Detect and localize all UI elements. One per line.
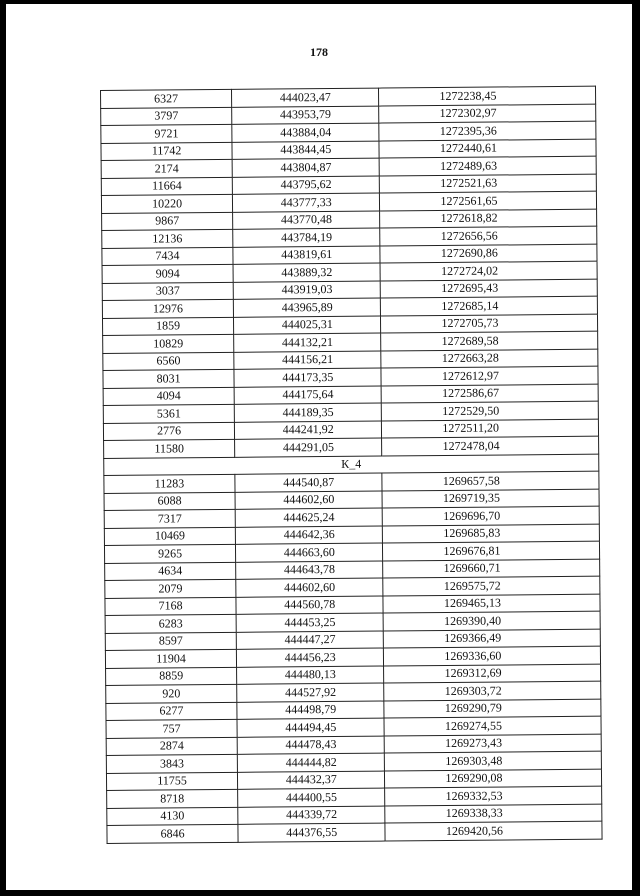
section-label: К_4 bbox=[104, 454, 599, 476]
point-number-cell: 6846 bbox=[107, 824, 238, 843]
y-coordinate-cell: 1269696,70 bbox=[383, 506, 600, 525]
x-coordinate-cell: 444480,13 bbox=[237, 666, 384, 685]
y-coordinate-cell: 1269303,48 bbox=[385, 751, 602, 770]
y-coordinate-cell: 1269719,35 bbox=[382, 489, 599, 508]
point-number-cell: 10469 bbox=[104, 527, 235, 546]
point-number-cell: 8031 bbox=[103, 369, 234, 388]
x-coordinate-cell: 444339,72 bbox=[238, 806, 385, 825]
point-number-cell: 2874 bbox=[106, 737, 237, 756]
x-coordinate-cell: 444023,47 bbox=[232, 88, 379, 107]
y-coordinate-cell: 1272612,97 bbox=[381, 366, 598, 385]
x-coordinate-cell: 444643,78 bbox=[236, 561, 383, 580]
y-coordinate-cell: 1272529,50 bbox=[382, 401, 599, 420]
y-coordinate-cell: 1272705,73 bbox=[381, 314, 598, 333]
point-number-cell: 11580 bbox=[104, 439, 235, 458]
y-coordinate-cell: 1272586,67 bbox=[382, 384, 599, 403]
y-coordinate-cell: 1269685,83 bbox=[383, 524, 600, 543]
point-number-cell: 11904 bbox=[105, 649, 236, 668]
x-coordinate-cell: 443889,32 bbox=[233, 263, 380, 282]
point-number-cell: 6088 bbox=[104, 492, 235, 511]
y-coordinate-cell: 1269657,58 bbox=[382, 471, 599, 490]
x-coordinate-cell: 444156,21 bbox=[234, 351, 381, 370]
y-coordinate-cell: 1272690,86 bbox=[380, 244, 597, 263]
point-number-cell: 12136 bbox=[102, 229, 233, 248]
point-number-cell: 6283 bbox=[105, 614, 236, 633]
y-coordinate-cell: 1272724,02 bbox=[380, 261, 597, 280]
y-coordinate-cell: 1272663,28 bbox=[381, 349, 598, 368]
point-number-cell: 4130 bbox=[107, 807, 238, 826]
y-coordinate-cell: 1272489,63 bbox=[380, 156, 597, 175]
x-coordinate-cell: 443804,87 bbox=[232, 158, 379, 177]
x-coordinate-cell: 444241,92 bbox=[235, 421, 382, 440]
y-coordinate-cell: 1269420,56 bbox=[385, 821, 602, 840]
x-coordinate-cell: 444494,45 bbox=[237, 718, 384, 737]
y-coordinate-cell: 1272395,36 bbox=[379, 121, 596, 140]
point-number-cell: 9265 bbox=[104, 544, 235, 563]
point-number-cell: 11283 bbox=[104, 474, 235, 493]
y-coordinate-cell: 1269273,43 bbox=[385, 734, 602, 753]
y-coordinate-cell: 1272238,45 bbox=[379, 86, 596, 105]
y-coordinate-cell: 1269274,55 bbox=[384, 716, 601, 735]
y-coordinate-cell: 1272478,04 bbox=[382, 436, 599, 455]
y-coordinate-cell: 1269336,60 bbox=[384, 646, 601, 665]
x-coordinate-cell: 443819,61 bbox=[233, 246, 380, 265]
point-number-cell: 7434 bbox=[102, 247, 233, 266]
point-number-cell: 8718 bbox=[107, 789, 238, 808]
x-coordinate-cell: 444444,82 bbox=[237, 753, 384, 772]
x-coordinate-cell: 444376,55 bbox=[238, 823, 385, 842]
page-number: 178 bbox=[310, 45, 328, 59]
point-number-cell: 7317 bbox=[104, 509, 235, 528]
y-coordinate-cell: 1272618,82 bbox=[380, 209, 597, 228]
y-coordinate-cell: 1272561,65 bbox=[380, 191, 597, 210]
x-coordinate-cell: 444625,24 bbox=[235, 508, 382, 527]
x-coordinate-cell: 444602,60 bbox=[236, 578, 383, 597]
x-coordinate-cell: 444291,05 bbox=[235, 438, 382, 457]
x-coordinate-cell: 444175,64 bbox=[234, 386, 381, 405]
point-number-cell: 3037 bbox=[102, 282, 233, 301]
x-coordinate-cell: 444560,78 bbox=[236, 596, 383, 615]
y-coordinate-cell: 1269303,72 bbox=[384, 681, 601, 700]
x-coordinate-cell: 444173,35 bbox=[234, 368, 381, 387]
point-number-cell: 9867 bbox=[102, 212, 233, 231]
y-coordinate-cell: 1269366,49 bbox=[384, 629, 601, 648]
x-coordinate-cell: 443770,48 bbox=[233, 211, 380, 230]
point-number-cell: 9721 bbox=[101, 124, 232, 143]
table-row bbox=[107, 821, 602, 843]
point-number-cell: 11742 bbox=[101, 142, 232, 161]
y-coordinate-cell: 1269290,79 bbox=[384, 699, 601, 718]
y-coordinate-cell: 1272695,43 bbox=[381, 279, 598, 298]
x-coordinate-cell: 444432,37 bbox=[238, 771, 385, 790]
x-coordinate-cell: 444540,87 bbox=[235, 473, 382, 492]
y-coordinate-cell: 1269575,72 bbox=[383, 576, 600, 595]
point-number-cell: 8597 bbox=[105, 632, 236, 651]
y-coordinate-cell: 1272302,97 bbox=[379, 104, 596, 123]
y-coordinate-cell: 1269312,69 bbox=[384, 664, 601, 683]
y-coordinate-cell: 1272685,14 bbox=[381, 296, 598, 315]
point-number-cell: 6560 bbox=[103, 352, 234, 371]
point-number-cell: 5361 bbox=[103, 404, 234, 423]
point-number-cell: 6327 bbox=[101, 89, 232, 108]
x-coordinate-cell: 444025,31 bbox=[234, 316, 381, 335]
x-coordinate-cell: 443965,89 bbox=[233, 298, 380, 317]
coordinates-block-a bbox=[101, 86, 599, 458]
x-coordinate-cell: 444453,25 bbox=[236, 613, 383, 632]
y-coordinate-cell: 1269390,40 bbox=[384, 611, 601, 630]
y-coordinate-cell: 1272521,63 bbox=[380, 174, 597, 193]
y-coordinate-cell: 1269676,81 bbox=[383, 541, 600, 560]
point-number-cell: 8859 bbox=[106, 667, 237, 686]
point-number-cell: 3797 bbox=[101, 107, 232, 126]
x-coordinate-cell: 444400,55 bbox=[238, 788, 385, 807]
coordinates-table bbox=[100, 86, 603, 844]
point-number-cell: 1859 bbox=[102, 317, 233, 336]
point-number-cell: 2776 bbox=[103, 422, 234, 441]
point-number-cell: 2079 bbox=[105, 579, 236, 598]
x-coordinate-cell: 443784,19 bbox=[233, 228, 380, 247]
point-number-cell: 9094 bbox=[102, 264, 233, 283]
point-number-cell: 920 bbox=[106, 684, 237, 703]
point-number-cell: 10220 bbox=[101, 194, 232, 213]
point-number-cell: 3843 bbox=[106, 754, 237, 773]
coordinates-block-b bbox=[104, 471, 602, 843]
x-coordinate-cell: 443777,33 bbox=[233, 193, 380, 212]
x-coordinate-cell: 444447,27 bbox=[236, 631, 383, 650]
x-coordinate-cell: 444498,79 bbox=[237, 701, 384, 720]
point-number-cell: 757 bbox=[106, 719, 237, 738]
x-coordinate-cell: 444642,36 bbox=[235, 526, 382, 545]
y-coordinate-cell: 1272440,61 bbox=[379, 139, 596, 158]
point-number-cell: 4094 bbox=[103, 387, 234, 406]
point-number-cell: 2174 bbox=[101, 159, 232, 178]
point-number-cell: 10829 bbox=[103, 334, 234, 353]
x-coordinate-cell: 444602,60 bbox=[235, 491, 382, 510]
point-number-cell: 12976 bbox=[102, 299, 233, 318]
x-coordinate-cell: 443795,62 bbox=[232, 176, 379, 195]
point-number-cell: 11664 bbox=[101, 177, 232, 196]
x-coordinate-cell: 444456,23 bbox=[237, 648, 384, 667]
y-coordinate-cell: 1269290,08 bbox=[385, 769, 602, 788]
y-coordinate-cell: 1269465,13 bbox=[383, 594, 600, 613]
x-coordinate-cell: 444189,35 bbox=[234, 403, 381, 422]
y-coordinate-cell: 1272689,58 bbox=[381, 331, 598, 350]
point-number-cell: 7168 bbox=[105, 597, 236, 616]
y-coordinate-cell: 1269338,33 bbox=[385, 804, 602, 823]
x-coordinate-cell: 443953,79 bbox=[232, 106, 379, 125]
y-coordinate-cell: 1269660,71 bbox=[383, 559, 600, 578]
point-number-cell: 11755 bbox=[106, 772, 237, 791]
x-coordinate-cell: 444527,92 bbox=[237, 683, 384, 702]
y-coordinate-cell: 1269332,53 bbox=[385, 786, 602, 805]
x-coordinate-cell: 443884,04 bbox=[232, 123, 379, 142]
x-coordinate-cell: 444132,21 bbox=[234, 333, 381, 352]
point-number-cell: 4634 bbox=[105, 562, 236, 581]
x-coordinate-cell: 443844,45 bbox=[232, 141, 379, 160]
point-number-cell: 6277 bbox=[106, 702, 237, 721]
document-page bbox=[6, 4, 632, 890]
x-coordinate-cell: 444478,43 bbox=[237, 736, 384, 755]
x-coordinate-cell: 444663,60 bbox=[236, 543, 383, 562]
x-coordinate-cell: 443919,03 bbox=[233, 281, 380, 300]
y-coordinate-cell: 1272656,56 bbox=[380, 226, 597, 245]
y-coordinate-cell: 1272511,20 bbox=[382, 419, 599, 438]
